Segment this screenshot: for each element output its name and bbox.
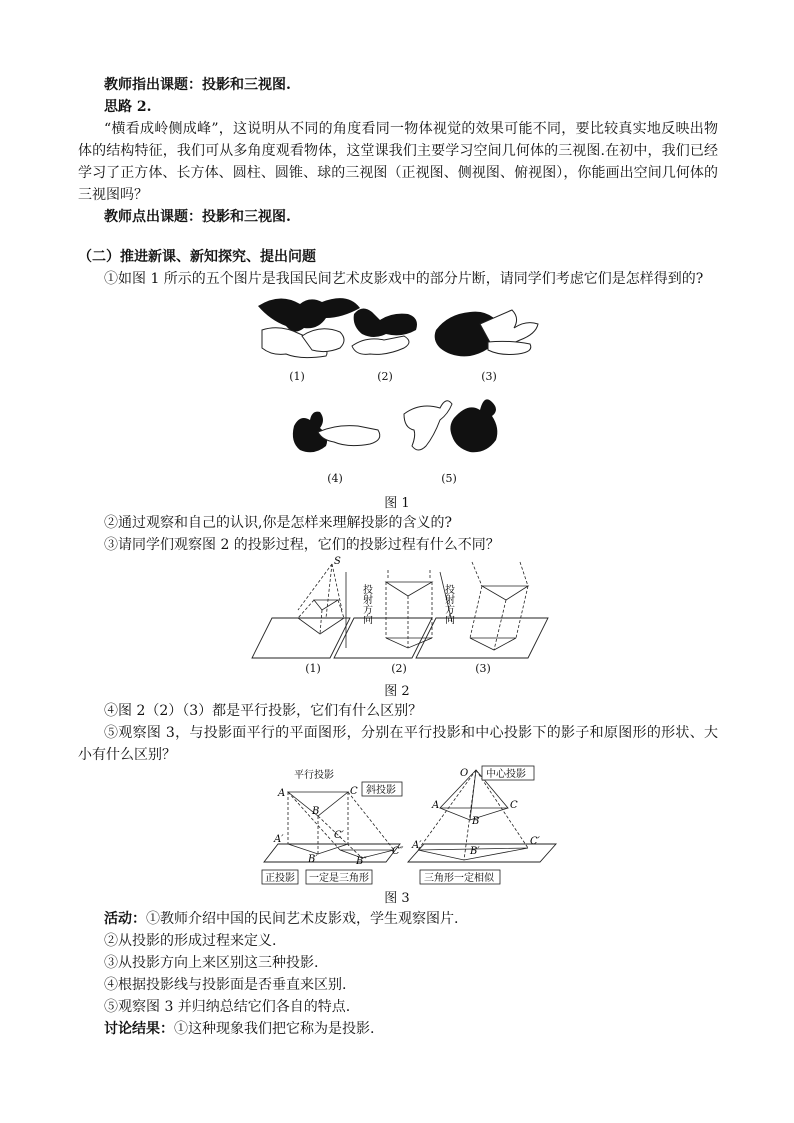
activity-label: 活动： — [104, 911, 146, 927]
question-5: ⑤观察图 3，与投影面平行的平面图形，分别在平行投影和中心投影下的影子和原图形的形状、大小有什么区别？ — [78, 725, 718, 763]
question-2: ②通过观察和自己的认识,你是怎样来理解投影的含义的? — [104, 515, 452, 531]
question-1: ①如图 1 所示的五个图片是我国民间艺术皮影戏中的部分片断，请同学们考虑它们是怎样得到的? — [104, 271, 704, 287]
fig1-label-3: (3) — [481, 370, 497, 383]
figure-2-caption: 图 2 — [384, 684, 410, 699]
pt-b-right: B — [472, 816, 480, 827]
activity-1: ①教师介绍中国的民间艺术皮影戏，学生观察图片. — [146, 911, 459, 927]
activity-3: ③从投影方向上来区别这三种投影. — [104, 955, 319, 971]
discussion-result-1: ①这种现象我们把它称为是投影. — [174, 1021, 375, 1037]
pt-c1-left: C′ — [334, 830, 344, 841]
fig1-label-5: (5) — [441, 472, 457, 485]
orthographic-label: 正投影 — [265, 873, 295, 884]
orthographic-projection — [346, 570, 432, 648]
pt-a1-left: A′ — [274, 834, 284, 845]
fig1-label-1: (1) — [289, 370, 305, 383]
shadow-puppet-images — [0, 290, 794, 520]
parallel-projection-title: 平行投影 — [294, 770, 334, 781]
projection-diagrams — [0, 556, 794, 676]
parallel-projection — [288, 792, 394, 858]
central-projection-title: 中心投影 — [486, 769, 526, 780]
figure-3-caption: 图 3 — [384, 891, 410, 906]
pt-o: O — [460, 768, 469, 779]
discussion-label: 讨论结果： — [104, 1021, 174, 1037]
pt-c-right: C — [510, 800, 518, 811]
question-3: ③请同学们观察图 2 的投影过程，它们的投影过程有什么不同？ — [104, 537, 500, 553]
pt-c2-left: C″ — [392, 846, 404, 857]
shadow-goose-image — [352, 308, 417, 354]
parallel-central-projection-figure — [0, 764, 794, 894]
teacher-intro-line: 教师指出课题：投影和三视图. — [104, 77, 291, 93]
fig1-label-2: (2) — [377, 370, 393, 383]
intro-paragraph: “横看成岭侧成峰”，这说明从不同的角度看同一物体视觉的效果可能不同，要比较真实地反映出物体的结构特征，我们可从多角度观看物体，这堂课我们主要学习空间几何体的三视图.在初中，我们已经学习了正方体、长方体、圆柱、圆锥、球的三视图（正视图、侧视图、俯视图），你能画出空间几何体的三视图吗？ — [78, 121, 718, 203]
shadow-rabbit-image — [293, 412, 380, 453]
teacher-topic-line: 教师点出课题：投影和三视图. — [104, 209, 291, 225]
direction-label-2: 投射方向 — [360, 584, 372, 624]
shadow-bird-image — [258, 298, 360, 357]
question-4: ④图 2（2）（3）都是平行投影，它们有什么区别？ — [104, 703, 423, 719]
point-s-label: S — [334, 556, 341, 567]
discussion-line — [104, 1018, 374, 1040]
activity-line-1 — [104, 908, 458, 930]
pt-a1-right: A′ — [412, 840, 422, 851]
fig2-label-3: (3) — [475, 662, 491, 675]
pt-c1-right: C′ — [530, 836, 540, 847]
figure-1-caption: 图 1 — [384, 496, 410, 511]
fig1-label-4: (4) — [327, 472, 343, 485]
pt-a-right: A — [432, 800, 440, 811]
pt-b1-right: B′ — [470, 846, 480, 857]
fig2-label-1: (1) — [305, 662, 321, 675]
must-triangle-label: 一定是三角形 — [309, 873, 369, 884]
pt-b-left: B — [312, 806, 320, 817]
shadow-goat-image — [404, 399, 497, 452]
direction-label-3: 投射方向 — [442, 584, 454, 624]
activity-4: ④根据投影线与投影面是否垂直来区别. — [104, 977, 347, 993]
fig2-label-2: (2) — [391, 662, 407, 675]
oblique-label: 斜投影 — [366, 785, 396, 796]
similar-label: 三角形一定相似 — [424, 873, 494, 884]
activity-2: ②从投影的形成过程来定义. — [104, 933, 277, 949]
pt-a-left: A — [278, 788, 286, 799]
idea-2-heading: 思路 2. — [104, 99, 152, 115]
section-heading: （二）推进新课、新知探究、提出问题 — [78, 249, 316, 265]
central-projection — [298, 564, 344, 634]
pt-c-left: C — [350, 786, 358, 797]
shadow-dog-image — [435, 310, 538, 356]
pt-b1-left: B′ — [308, 854, 318, 865]
pt-b2-left: B″ — [356, 856, 368, 867]
activity-5: ⑤观察图 3 并归纳总结它们各自的特点. — [104, 999, 351, 1015]
